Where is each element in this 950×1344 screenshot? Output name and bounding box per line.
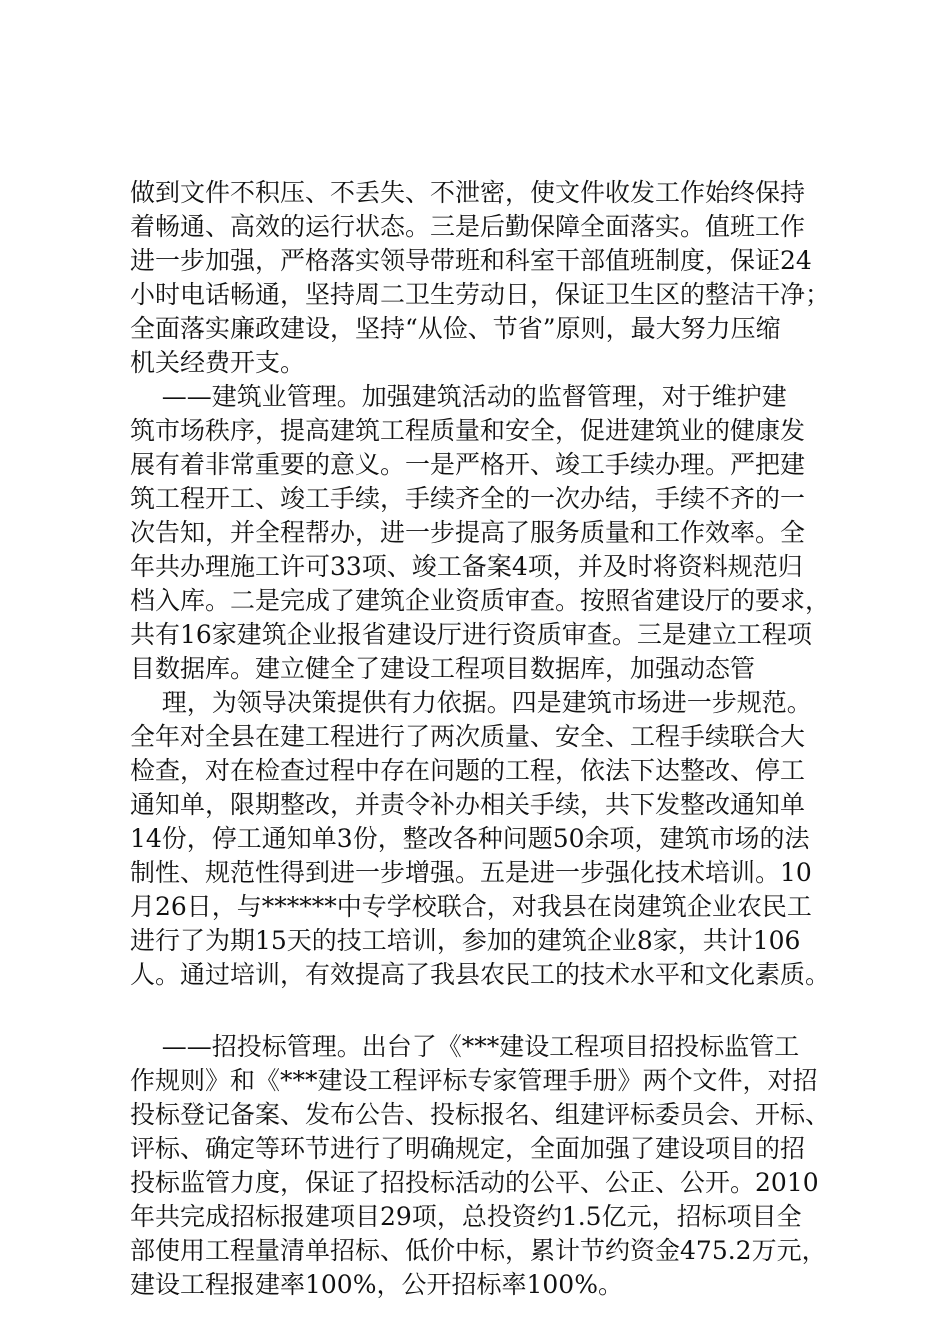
text-line: 投标登记备案、发布公告、投标报名、组建评标委员会、开标、 xyxy=(130,1100,831,1129)
text-line: 月26日，与******中专学校联合，对我县在岗建筑企业农民工 xyxy=(130,892,812,921)
text-line: 部使用工程量清单招标、低价中标，累计节约资金475.2万元， xyxy=(130,1236,827,1265)
text-line: 检查，对在检查过程中存在问题的工程，依法下达整改、停工 xyxy=(130,756,806,785)
text-line: 建设工程报建率100%，公开招标率100%。 xyxy=(130,1270,623,1299)
text-line: 共有16家建筑企业报省建设厅进行资质审查。三是建立工程项 xyxy=(130,620,812,649)
text-line: 着畅通、高效的运行状态。三是后勤保障全面落实。值班工作 xyxy=(130,212,806,241)
text-line: 展有着非常重要的意义。一是严格开、竣工手续办理。严把建 xyxy=(130,450,806,479)
text-line: 投标监管力度，保证了招投标活动的公平、公正、公开。2010 xyxy=(130,1168,819,1197)
text-line: 筑工程开工、竣工手续，手续齐全的一次办结，手续不齐的一 xyxy=(130,484,806,513)
text-line: 全年对全县在建工程进行了两次质量、安全、工程手续联合大 xyxy=(130,722,806,751)
text-line: 通知单，限期整改，并责令补办相关手续，共下发整改通知单 xyxy=(130,790,806,819)
text-line: 制性、规范性得到进一步增强。五是进一步强化技术培训。10 xyxy=(130,858,812,887)
text-line: 人。通过培训，有效提高了我县农民工的技术水平和文化素质。 xyxy=(130,960,831,989)
text-line: 评标、确定等环节进行了明确规定，全面加强了建设项目的招 xyxy=(130,1134,806,1163)
text-line: 做到文件不积压、不丢失、不泄密，使文件收发工作始终保持 xyxy=(130,178,806,207)
text-line: 作规则》和《***建设工程评标专家管理手册》两个文件，对招 xyxy=(130,1066,818,1095)
text-line: 小时电话畅通，坚持周二卫生劳动日，保证卫生区的整洁干净； xyxy=(130,280,831,309)
section-heading-bidding: ——招投标管理。出台了《***建设工程项目招投标监管工 xyxy=(130,1032,800,1061)
text-line: 进一步加强，严格落实领导带班和科室干部值班制度，保证24 xyxy=(130,246,812,275)
text-line: 目数据库。建立健全了建设工程项目数据库，加强动态管 xyxy=(130,654,756,683)
text-line: 14份，停工通知单3份，整改各种问题50余项，建筑市场的法 xyxy=(130,824,810,853)
section-heading-construction: ——建筑业管理。加强建筑活动的监督管理，对于维护建 xyxy=(130,382,787,411)
text-line: 年共完成招标报建项目29项，总投资约1.5亿元，招标项目全 xyxy=(130,1202,802,1231)
text-line: 全面落实廉政建设，坚持“从俭、节省”原则，最大努力压缩 xyxy=(130,314,781,343)
text-line: 进行了为期15天的技工培训，参加的建筑企业8家，共计106 xyxy=(130,926,801,955)
text-line: 机关经费开支。 xyxy=(130,348,306,377)
text-line: 年共办理施工许可33项、竣工备案4项，并及时将资料规范归 xyxy=(130,552,803,581)
text-line: 次告知，并全程帮办，进一步提高了服务质量和工作效率。全 xyxy=(130,518,806,547)
text-line: 筑市场秩序，提高建筑工程质量和安全，促进建筑业的健康发 xyxy=(130,416,806,445)
text-line: 理，为领导决策提供有力依据。四是建筑市场进一步规范。 xyxy=(130,688,812,717)
text-line: 档入库。二是完成了建筑企业资质审查。按照省建设厅的要求， xyxy=(130,586,831,615)
